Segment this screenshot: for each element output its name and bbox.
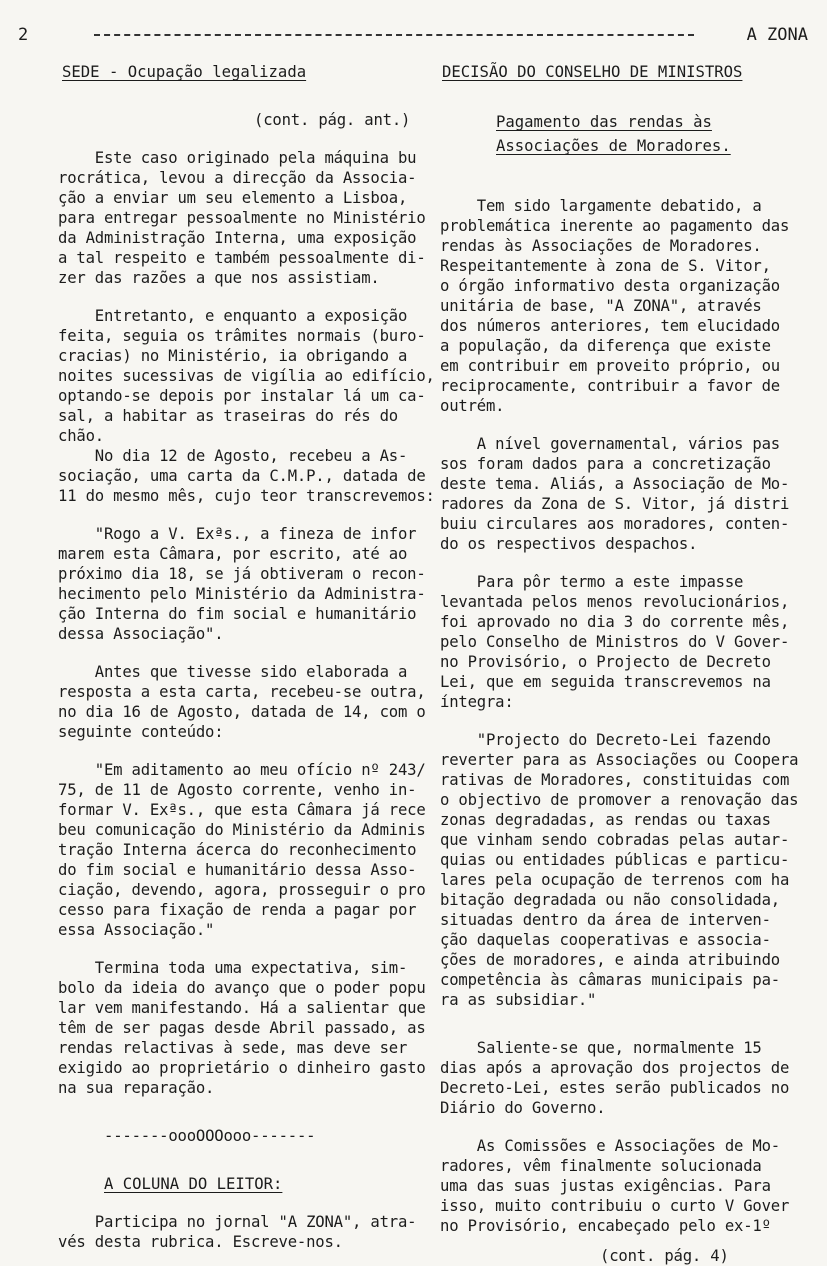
quote-block: "Em aditamento ao meu ofício nº 243/ 75, de 11 de Agosto corrente, venho in- formar V. Exªs., que esta Câmara já rece beu comunicação do Ministério da Adminis tração Interna ácerca do reconhecimento do fim social e humanitário dessa Asso- ciação, devendo, agora, prosseguir o pro cesso para fixação de renda a pagar por essa Associação.": [58, 761, 426, 939]
paragraph: Antes que tivesse sido elaborada a resposta a esta carta, recebeu-se outra, no dia 16 de Agosto, datada de 14, com o seguinte conteúdo:: [58, 663, 426, 741]
page-number: 2: [18, 25, 29, 45]
right-column: [440, 62, 825, 1266]
paragraph: Termina toda uma expectativa, sim- bolo da ideia do avanço que o poder popu lar vem manifestando. Há a salientar que têm de ser pagas desde Abril passado, as rendas relactivas à sede, mas deve ser exigido ao proprietário o dinheiro gasto na sua reparação.: [58, 959, 426, 1097]
paragraph: Este caso originado pela máquina bu rocrática, levou a direcção da Associa- ção a enviar um seu elemento a Lisboa, para entregar pessoalmente no Ministério da Administração Interna, uma exposição a tal respeito e também pessoalmente di- zer das razões a que nos assistiam.: [58, 149, 426, 287]
left-column: [58, 62, 435, 1252]
continued-note: (cont. pág. 4): [600, 1247, 729, 1265]
continued-note: (cont. pág. ant.): [254, 111, 411, 129]
paragraph: A nível governamental, vários pas sos foram dados para a concretização deste tema. Aliás, a Associação de Mo- radores da Zona de S. Vitor, já distri buiu circulares aos moradores, conten- do os respectivos despachos.: [440, 435, 790, 553]
paragraph: Tem sido largamente debatido, a problemática inerente ao pagamento das rendas às Associações de Moradores. Respeitantemente à zona de S. Vitor, o órgão informativo desta organização unitária de base, "A ZONA", através dos números anteriores, tem elucidado a população, da diferença que existe em contribuir em proveito próprio, ou reciprocamente, contribuir a favor de outrém.: [440, 197, 790, 415]
article-title-coluna-leitor: A COLUNA DO LEITOR:: [104, 1175, 283, 1193]
article-title-decisao: DECISÃO DO CONSELHO DE MINISTROS: [442, 63, 743, 81]
paragraph: No dia 12 de Agosto, recebeu a As- sociação, uma carta da C.M.P., datada de 11 do mesmo mês, cujo teor transcrevemos:: [58, 447, 435, 505]
article-subtitle: Pagamento das rendas às Associações de Moradores.: [496, 113, 731, 155]
publication-name: A ZONA: [746, 25, 808, 45]
paragraph: As Comissões e Associações de Mo- radores, vêm finalmente solucionada uma das suas justas exigências. Para isso, muito contribuiu o curto V Gover no Provisório, encabeçado pelo ex-1º: [440, 1137, 790, 1235]
page-header: [18, 22, 808, 48]
article-title-sede: SEDE - Ocupação legalizada: [62, 63, 307, 81]
paragraph: Para pôr termo a este impasse levantada pelos menos revolucionários, foi aprovado no dia 3 do corrente mês, pelo Conselho de Ministros do V Gover- no Provisório, o Projecto de Decreto Lei, que em seguida transcrevemos na íntegra:: [440, 573, 790, 711]
section-separator: -------oooOOOooo-------: [104, 1127, 316, 1145]
quote-block: "Rogo a V. Exªs., a fineza de infor marem esta Câmara, por escrito, até ao próximo dia 18, se já obtiveram o recon- hecimento pelo Ministério da Administra- ção Interna do fim social e humanitário dessa Associação".: [58, 525, 426, 643]
paragraph: Saliente-se que, normalmente 15 dias após a aprovação dos projectos de Decreto-Lei, estes serão publicados no Diário do Governo.: [440, 1039, 790, 1117]
header-rule: [94, 34, 694, 36]
quote-block: "Projecto do Decreto-Lei fazendo reverter para as Associações ou Coopera rativas de Moradores, constituidas com o objectivo de promover a renovação das zonas degradadas, as rendas ou taxas que vinham sendo cobradas pelas autar- quias ou entidades públicas e particu- lares pela ocupação de terrenos com ha bitação degradada ou não consolidada, situadas dentro da área de interven- ção daquelas cooperativas e associa- ções de moradores, e ainda atribuindo competência às câmaras municipais pa- ra as subsidiar.": [440, 731, 799, 1009]
paragraph: Participa no jornal "A ZONA", atra- vés desta rubrica. Escreve-nos.: [58, 1213, 417, 1251]
paragraph: Entretanto, e enquanto a exposição feita, seguia os trâmites normais (buro- cracias) no Ministério, ia obrigando a noites sucessivas de vigília ao edifício, optando-se depois por instalar lá um ca- sal, a habitar as traseiras do rés do chão.: [58, 307, 435, 445]
